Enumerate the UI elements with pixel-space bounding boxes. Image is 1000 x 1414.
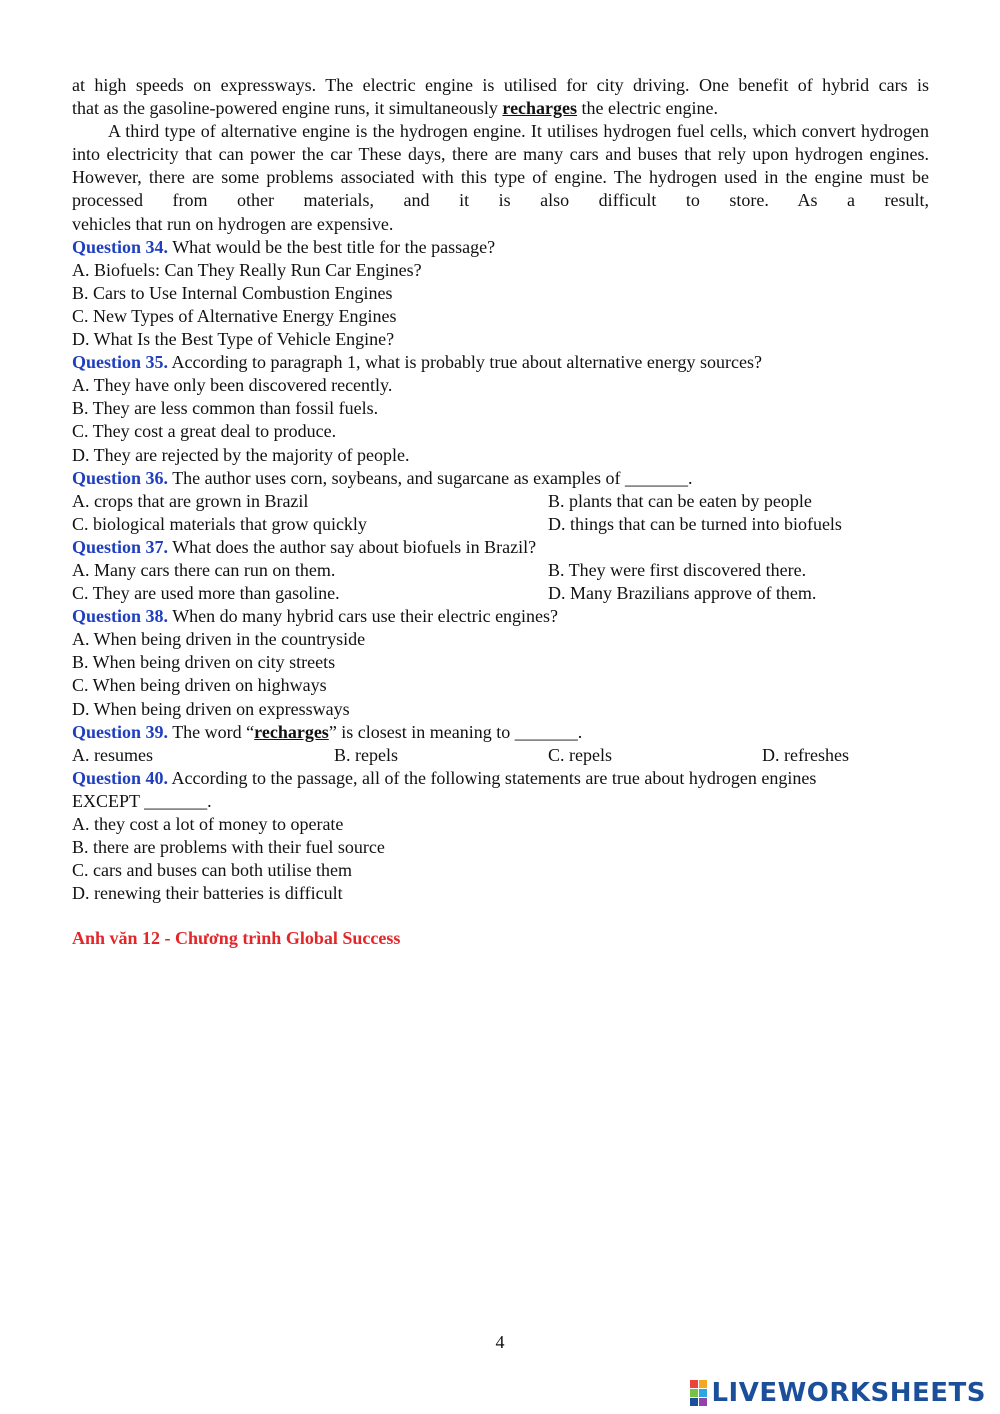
- question-label: Question 35.: [72, 352, 169, 373]
- question-label: Question 36.: [72, 467, 169, 488]
- question-34: [72, 236, 929, 259]
- question-text: ” is closest in meaning to _______.: [328, 721, 583, 742]
- option-a[interactable]: A. They have only been discovered recently.: [72, 375, 393, 396]
- question-text: The author uses corn, soybeans, and sugarcane as examples of _______.: [168, 467, 693, 488]
- options-row: [72, 513, 929, 536]
- option-b[interactable]: B. When being driven on city streets: [72, 652, 336, 673]
- option-a[interactable]: A. When being driven in the countryside: [72, 629, 366, 650]
- option-d[interactable]: D. things that can be turned into biofuels: [548, 513, 842, 534]
- option-b[interactable]: B. They are less common than fossil fuels.: [72, 398, 379, 419]
- brand-name: LIVEWORKSHEETS: [711, 1378, 986, 1408]
- passage-text: the electric engine.: [577, 98, 718, 119]
- option-c[interactable]: C. biological materials that grow quickly: [72, 513, 367, 534]
- question-label: Question 38.: [72, 606, 169, 627]
- options-row: [72, 559, 929, 582]
- option-d[interactable]: D. They are rejected by the majority of people.: [72, 444, 410, 465]
- page-number: 4: [495, 1332, 505, 1352]
- option-d[interactable]: D. renewing their batteries is difficult: [72, 883, 343, 904]
- worksheet-content: [72, 74, 929, 950]
- question-text: The word “: [168, 721, 255, 742]
- question-text: According to the passage, all of the following statements are true about hydrogen engines: [168, 767, 817, 788]
- passage-line: vehicles that run on hydrogen are expensive.: [72, 213, 394, 234]
- passage-text: that as the gasoline-powered engine runs, it simultaneously: [72, 98, 503, 119]
- question-text: When do many hybrid cars use their electric engines?: [168, 606, 559, 627]
- option-c[interactable]: C. They cost a great deal to produce.: [72, 421, 337, 442]
- options-row: [72, 490, 929, 513]
- liveworksheets-logo-icon: [690, 1380, 707, 1406]
- options-row: [72, 744, 929, 767]
- passage-line: [72, 97, 929, 120]
- options-row: [72, 582, 929, 605]
- option-b[interactable]: B. there are problems with their fuel source: [72, 837, 385, 858]
- keyword-recharges: recharges: [254, 721, 329, 742]
- question-text: What would be the best title for the passage?: [168, 236, 496, 257]
- passage-line: at high speeds on expressways. The electric engine is utilised for city driving. One benefit of hybrid cars is: [72, 75, 929, 95]
- question-text: According to paragraph 1, what is probably true about alternative energy sources?: [168, 352, 762, 373]
- question-label: Question 39.: [72, 721, 169, 742]
- option-a[interactable]: A. Many cars there can run on them.: [72, 559, 336, 580]
- question-39: [72, 721, 929, 744]
- option-c[interactable]: C. cars and buses can both utilise them: [72, 860, 352, 881]
- option-d[interactable]: D. When being driven on expressways: [72, 698, 350, 719]
- question-37: [72, 536, 929, 559]
- option-d[interactable]: D. What Is the Best Type of Vehicle Engine?: [72, 329, 395, 350]
- keyword-recharges: recharges: [502, 98, 578, 119]
- question-36: [72, 467, 929, 490]
- option-b[interactable]: B. plants that can be eaten by people: [548, 490, 812, 511]
- question-40: [72, 767, 929, 790]
- question-label: Question 34.: [72, 236, 169, 257]
- liveworksheets-brand[interactable]: [690, 1378, 986, 1408]
- option-d[interactable]: D. refreshes: [762, 744, 849, 765]
- option-c[interactable]: C. repels: [548, 744, 612, 765]
- option-a[interactable]: A. crops that are grown in Brazil: [72, 490, 309, 511]
- option-b[interactable]: B. Cars to Use Internal Combustion Engines: [72, 282, 393, 303]
- question-text-continued: EXCEPT _______.: [72, 790, 212, 811]
- passage-paragraph: A third type of alternative engine is the hydrogen engine. It utilises hydrogen fuel cells, which convert hydrogen into electricity that can power the car These days, there are many cars and buses that rely upon hydrogen engines. However, there are some problems associated with this type of engine. The hydrogen used in the engine must be processed from other materials, and it is also difficult to store. As a result,: [72, 121, 929, 211]
- option-b[interactable]: B. They were first discovered there.: [548, 559, 807, 580]
- question-38: [72, 605, 929, 628]
- question-text: What does the author say about biofuels in Brazil?: [168, 536, 537, 557]
- option-c[interactable]: C. They are used more than gasoline.: [72, 583, 340, 604]
- question-35: [72, 351, 929, 374]
- option-a[interactable]: A. resumes: [72, 744, 153, 765]
- question-label: Question 40.: [72, 767, 169, 788]
- option-c[interactable]: C. When being driven on highways: [72, 675, 327, 696]
- option-a[interactable]: A. Biofuels: Can They Really Run Car Engines?: [72, 259, 422, 280]
- option-a[interactable]: A. they cost a lot of money to operate: [72, 814, 344, 834]
- option-b[interactable]: B. repels: [334, 744, 398, 765]
- option-c[interactable]: C. New Types of Alternative Energy Engines: [72, 305, 397, 326]
- question-label: Question 37.: [72, 536, 169, 557]
- course-title: Anh văn 12 - Chương trình Global Success: [72, 928, 401, 949]
- option-d[interactable]: D. Many Brazilians approve of them.: [548, 583, 817, 604]
